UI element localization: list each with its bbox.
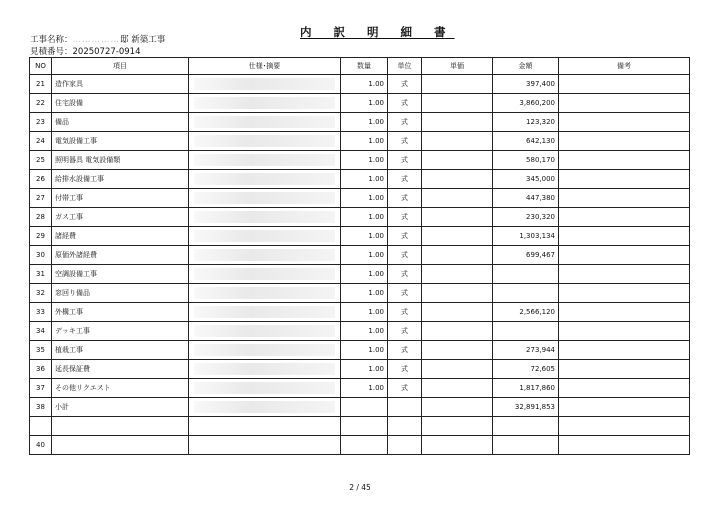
row-spec bbox=[189, 379, 341, 398]
row-unit-price bbox=[422, 303, 493, 322]
row-item: 小計 bbox=[52, 398, 189, 417]
redacted-spec bbox=[194, 249, 335, 261]
row-no: 25 bbox=[30, 151, 52, 170]
row-unit-price bbox=[422, 284, 493, 303]
row-remarks bbox=[559, 208, 690, 227]
row-unit: 式 bbox=[388, 303, 422, 322]
row-amount: 699,467 bbox=[493, 246, 559, 265]
row-unit-price bbox=[422, 75, 493, 94]
row-item: 付帯工事 bbox=[52, 189, 189, 208]
row-item: 外構工事 bbox=[52, 303, 189, 322]
row-no: 29 bbox=[30, 227, 52, 246]
row-remarks bbox=[559, 246, 690, 265]
header-item: 項目 bbox=[52, 58, 189, 75]
row-qty: 1.00 bbox=[341, 265, 388, 284]
redacted-spec bbox=[194, 344, 335, 356]
row-unit: 式 bbox=[388, 360, 422, 379]
row-item: ガス工事 bbox=[52, 208, 189, 227]
row-spec bbox=[189, 132, 341, 151]
row-amount: 123,320 bbox=[493, 113, 559, 132]
row-remarks bbox=[559, 303, 690, 322]
table-row bbox=[30, 436, 690, 455]
row-unit-price bbox=[422, 113, 493, 132]
table-row bbox=[30, 360, 690, 379]
redacted-spec bbox=[194, 382, 335, 394]
table-row bbox=[30, 379, 690, 398]
redacted-spec bbox=[194, 401, 335, 413]
row-unit-price bbox=[422, 265, 493, 284]
row-amount: 447,380 bbox=[493, 189, 559, 208]
row-qty: 1.00 bbox=[341, 322, 388, 341]
row-item: 延長保証費 bbox=[52, 360, 189, 379]
row-unit bbox=[388, 436, 422, 455]
row-spec bbox=[189, 227, 341, 246]
row-amount: 72,605 bbox=[493, 360, 559, 379]
row-unit bbox=[388, 398, 422, 417]
row-unit-price bbox=[422, 360, 493, 379]
row-unit-price bbox=[422, 132, 493, 151]
row-qty: 1.00 bbox=[341, 303, 388, 322]
row-spec bbox=[189, 75, 341, 94]
redacted-spec bbox=[194, 135, 335, 147]
row-item: 備品 bbox=[52, 113, 189, 132]
table-row bbox=[30, 132, 690, 151]
row-amount: 1,303,134 bbox=[493, 227, 559, 246]
redacted-spec bbox=[194, 211, 335, 223]
row-item: 諸経費 bbox=[52, 227, 189, 246]
header-amount: 金額 bbox=[493, 58, 559, 75]
table-row bbox=[30, 303, 690, 322]
row-no bbox=[30, 417, 52, 436]
row-amount: 2,566,120 bbox=[493, 303, 559, 322]
row-unit-price bbox=[422, 208, 493, 227]
project-label: 工事名称： bbox=[30, 35, 73, 45]
row-item: デッキ工事 bbox=[52, 322, 189, 341]
row-remarks bbox=[559, 398, 690, 417]
page-number: 2 / 45 bbox=[349, 483, 371, 492]
row-no: 40 bbox=[30, 436, 52, 455]
document-title: 内 訳 明 細 書 bbox=[300, 25, 455, 39]
row-remarks bbox=[559, 436, 690, 455]
header-remarks: 備考 bbox=[559, 58, 690, 75]
row-unit: 式 bbox=[388, 246, 422, 265]
header-unit-price: 単価 bbox=[422, 58, 493, 75]
row-unit: 式 bbox=[388, 75, 422, 94]
row-qty: 1.00 bbox=[341, 75, 388, 94]
row-remarks bbox=[559, 227, 690, 246]
row-qty: 1.00 bbox=[341, 208, 388, 227]
row-no: 36 bbox=[30, 360, 52, 379]
row-qty: 1.00 bbox=[341, 284, 388, 303]
row-qty bbox=[341, 436, 388, 455]
row-unit-price bbox=[422, 170, 493, 189]
row-unit: 式 bbox=[388, 379, 422, 398]
redacted-spec bbox=[194, 116, 335, 128]
estimate-number-line bbox=[30, 45, 140, 57]
row-no: 23 bbox=[30, 113, 52, 132]
table-row bbox=[30, 75, 690, 94]
table-row bbox=[30, 417, 690, 436]
row-no: 37 bbox=[30, 379, 52, 398]
row-remarks bbox=[559, 417, 690, 436]
header-spec: 仕様･摘要 bbox=[189, 58, 341, 75]
row-unit: 式 bbox=[388, 132, 422, 151]
redacted-spec bbox=[194, 192, 335, 204]
redacted-spec bbox=[194, 154, 335, 166]
row-item: 造作家具 bbox=[52, 75, 189, 94]
row-unit: 式 bbox=[388, 189, 422, 208]
row-no: 26 bbox=[30, 170, 52, 189]
row-unit: 式 bbox=[388, 284, 422, 303]
table-row bbox=[30, 94, 690, 113]
table-row bbox=[30, 227, 690, 246]
row-remarks bbox=[559, 189, 690, 208]
row-qty: 1.00 bbox=[341, 94, 388, 113]
row-spec bbox=[189, 265, 341, 284]
row-amount: 580,170 bbox=[493, 151, 559, 170]
row-no: 21 bbox=[30, 75, 52, 94]
row-no: 30 bbox=[30, 246, 52, 265]
row-no: 34 bbox=[30, 322, 52, 341]
row-unit-price bbox=[422, 246, 493, 265]
table-row bbox=[30, 208, 690, 227]
row-spec bbox=[189, 246, 341, 265]
row-unit: 式 bbox=[388, 170, 422, 189]
row-unit-price bbox=[422, 341, 493, 360]
table-row bbox=[30, 113, 690, 132]
row-spec bbox=[189, 113, 341, 132]
row-item bbox=[52, 436, 189, 455]
row-unit: 式 bbox=[388, 113, 422, 132]
row-remarks bbox=[559, 379, 690, 398]
row-unit: 式 bbox=[388, 208, 422, 227]
row-remarks bbox=[559, 360, 690, 379]
row-unit: 式 bbox=[388, 227, 422, 246]
estimate-label: 見積番号： bbox=[30, 47, 73, 57]
table-row bbox=[30, 398, 690, 417]
row-spec bbox=[189, 341, 341, 360]
row-qty: 1.00 bbox=[341, 132, 388, 151]
table-row bbox=[30, 151, 690, 170]
row-qty: 1.00 bbox=[341, 151, 388, 170]
row-amount bbox=[493, 265, 559, 284]
row-qty: 1.00 bbox=[341, 379, 388, 398]
project-name-line bbox=[30, 33, 165, 45]
redacted-spec bbox=[194, 287, 335, 299]
row-spec bbox=[189, 436, 341, 455]
redacted-spec bbox=[194, 325, 335, 337]
row-spec bbox=[189, 170, 341, 189]
row-unit-price bbox=[422, 151, 493, 170]
row-spec bbox=[189, 398, 341, 417]
project-name-obscured: …………… bbox=[72, 35, 121, 45]
row-unit-price bbox=[422, 322, 493, 341]
row-unit-price bbox=[422, 417, 493, 436]
table-row bbox=[30, 265, 690, 284]
redacted-spec bbox=[194, 268, 335, 280]
row-unit-price bbox=[422, 227, 493, 246]
table-row bbox=[30, 341, 690, 360]
redacted-spec bbox=[194, 97, 335, 109]
row-amount: 3,860,200 bbox=[493, 94, 559, 113]
row-amount: 32,891,853 bbox=[493, 398, 559, 417]
row-unit-price bbox=[422, 94, 493, 113]
row-no: 38 bbox=[30, 398, 52, 417]
row-qty: 1.00 bbox=[341, 341, 388, 360]
row-no: 35 bbox=[30, 341, 52, 360]
row-amount bbox=[493, 322, 559, 341]
row-amount: 1,817,860 bbox=[493, 379, 559, 398]
row-qty bbox=[341, 417, 388, 436]
row-unit: 式 bbox=[388, 151, 422, 170]
row-no: 31 bbox=[30, 265, 52, 284]
row-qty: 1.00 bbox=[341, 360, 388, 379]
table-row bbox=[30, 246, 690, 265]
row-item: 電気設備工事 bbox=[52, 132, 189, 151]
row-remarks bbox=[559, 284, 690, 303]
row-remarks bbox=[559, 341, 690, 360]
row-spec bbox=[189, 303, 341, 322]
row-item: 給排水設備工事 bbox=[52, 170, 189, 189]
row-spec bbox=[189, 208, 341, 227]
row-spec bbox=[189, 189, 341, 208]
row-spec bbox=[189, 417, 341, 436]
row-amount: 642,130 bbox=[493, 132, 559, 151]
estimate-number: 20250727-0914 bbox=[72, 47, 141, 57]
row-no: 33 bbox=[30, 303, 52, 322]
row-remarks bbox=[559, 151, 690, 170]
table-row bbox=[30, 189, 690, 208]
row-amount: 345,000 bbox=[493, 170, 559, 189]
row-amount bbox=[493, 436, 559, 455]
row-no: 28 bbox=[30, 208, 52, 227]
row-spec bbox=[189, 322, 341, 341]
row-unit: 式 bbox=[388, 94, 422, 113]
row-unit: 式 bbox=[388, 265, 422, 284]
row-no: 27 bbox=[30, 189, 52, 208]
row-unit-price bbox=[422, 189, 493, 208]
row-item bbox=[52, 417, 189, 436]
row-unit: 式 bbox=[388, 322, 422, 341]
row-unit-price bbox=[422, 398, 493, 417]
row-amount bbox=[493, 284, 559, 303]
row-item: 住宅設備 bbox=[52, 94, 189, 113]
row-spec bbox=[189, 284, 341, 303]
row-qty: 1.00 bbox=[341, 246, 388, 265]
row-remarks bbox=[559, 322, 690, 341]
header-qty: 数量 bbox=[341, 58, 388, 75]
row-item: 原価外諸経費 bbox=[52, 246, 189, 265]
row-item: 窓回り備品 bbox=[52, 284, 189, 303]
table-header-row bbox=[30, 58, 690, 75]
redacted-spec bbox=[194, 306, 335, 318]
row-item: 植栽工事 bbox=[52, 341, 189, 360]
row-item: 照明器具 電気設備類 bbox=[52, 151, 189, 170]
row-remarks bbox=[559, 75, 690, 94]
row-remarks bbox=[559, 94, 690, 113]
row-spec bbox=[189, 151, 341, 170]
row-unit: 式 bbox=[388, 341, 422, 360]
redacted-spec bbox=[194, 78, 335, 90]
row-amount: 273,944 bbox=[493, 341, 559, 360]
redacted-spec bbox=[194, 173, 335, 185]
row-item: その他リクエスト bbox=[52, 379, 189, 398]
redacted-spec bbox=[194, 363, 335, 375]
row-unit bbox=[388, 417, 422, 436]
row-remarks bbox=[559, 132, 690, 151]
project-name: 邸 新築工事 bbox=[120, 35, 166, 45]
table-row bbox=[30, 322, 690, 341]
row-spec bbox=[189, 94, 341, 113]
header-no: NO bbox=[30, 58, 52, 75]
row-no: 32 bbox=[30, 284, 52, 303]
row-qty: 1.00 bbox=[341, 189, 388, 208]
row-no: 22 bbox=[30, 94, 52, 113]
row-qty: 1.00 bbox=[341, 113, 388, 132]
redacted-spec bbox=[194, 230, 335, 242]
row-no: 24 bbox=[30, 132, 52, 151]
row-qty: 1.00 bbox=[341, 170, 388, 189]
row-spec bbox=[189, 360, 341, 379]
header-unit: 単位 bbox=[388, 58, 422, 75]
row-amount bbox=[493, 417, 559, 436]
row-qty: 1.00 bbox=[341, 227, 388, 246]
row-unit-price bbox=[422, 379, 493, 398]
row-remarks bbox=[559, 170, 690, 189]
table-row bbox=[30, 284, 690, 303]
row-qty bbox=[341, 398, 388, 417]
table-row bbox=[30, 170, 690, 189]
row-unit-price bbox=[422, 436, 493, 455]
row-remarks bbox=[559, 113, 690, 132]
row-amount: 230,320 bbox=[493, 208, 559, 227]
row-amount: 397,400 bbox=[493, 75, 559, 94]
row-item: 空調設備工事 bbox=[52, 265, 189, 284]
breakdown-table bbox=[29, 57, 690, 455]
row-remarks bbox=[559, 265, 690, 284]
